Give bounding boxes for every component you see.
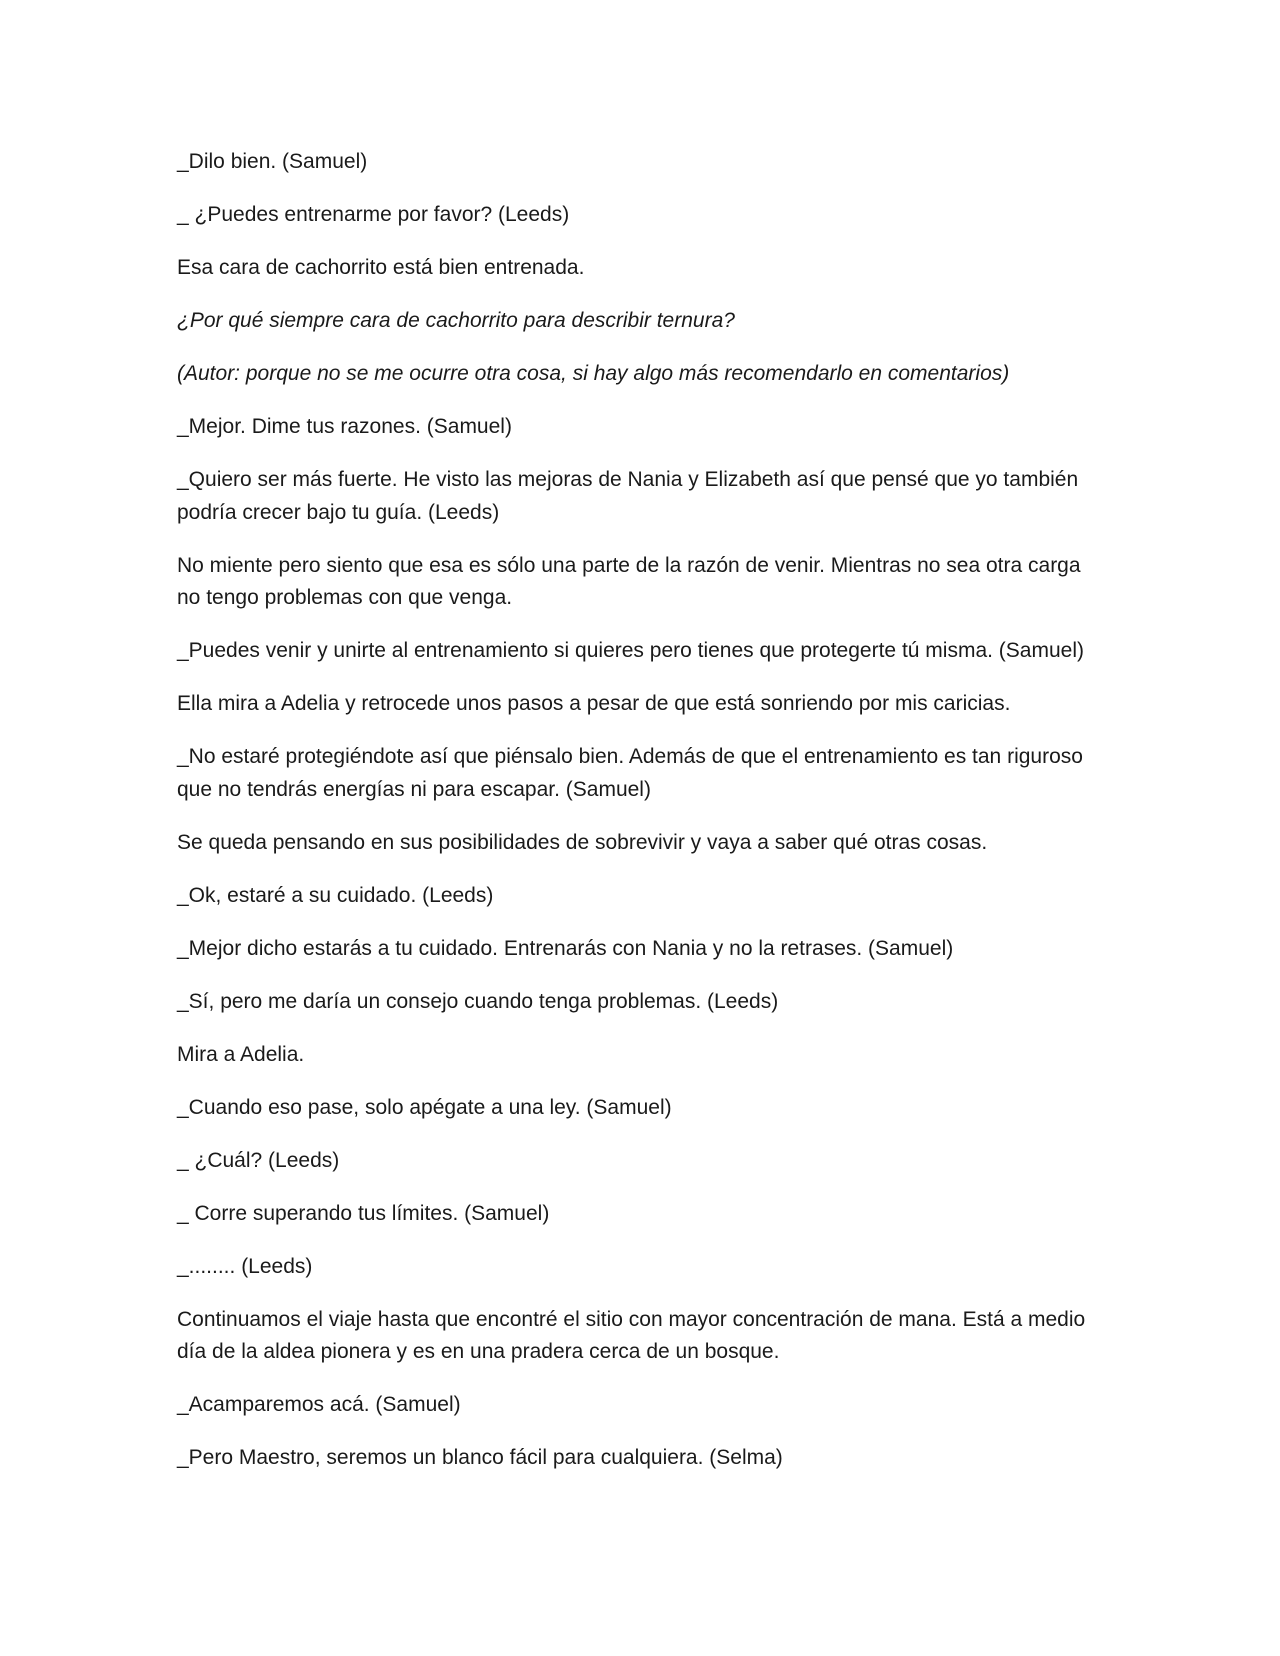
paragraph-23: _Pero Maestro, seremos un blanco fácil para cualquiera. (Selma) [177,1446,783,1469]
paragraph-14: _Mejor dicho estarás a tu cuidado. Entrenarás con Nania y no la retrases. (Samuel) [177,936,954,960]
paragraph-21: Continuamos el viaje hasta que encontré el sitio con mayor concentración de mana. Está a medio día de la aldea pionera y es en una pradera cerca de un bosque. [177,1307,1086,1363]
paragraph-16: Mira a Adelia. [177,1042,305,1066]
author-note: (Autor: porque no se me ocurre otra cosa, si hay algo más recomendarlo en comentarios) [177,362,1010,385]
paragraph-19: _ Corre superando tus límites. (Samuel) [177,1201,550,1225]
paragraph-18: _ ¿Cuál? (Leeds) [177,1148,340,1172]
paragraph-20: _........ (Leeds) [177,1254,313,1278]
paragraph-12: Se queda pensando en sus posibilidades de sobrevivir y vaya a saber qué otras cosas. [177,830,988,854]
paragraph-6: _Mejor. Dime tus razones. (Samuel) [177,415,512,438]
paragraph-11: _No estaré protegiéndote así que piénsalo bien. Además de que el entrenamiento es tan riguroso que no tendrás energías ni para escapar. (Samuel) [177,745,1083,801]
paragraph-7: _Quiero ser más fuerte. He visto las mejoras de Nania y Elizabeth así que pensé que yo también podría crecer bajo tu guía. (Leeds) [177,468,1079,524]
paragraph-13: _Ok, estaré a su cuidado. (Leeds) [177,883,494,907]
paragraph-1: _Dilo bien. (Samuel) [177,150,368,173]
paragraph-15: _Sí, pero me daría un consejo cuando tenga problemas. (Leeds) [177,989,779,1013]
paragraph-8: No miente pero siento que esa es sólo una parte de la razón de venir. Mientras no sea otra carga no tengo problemas con que venga. [177,553,1081,609]
paragraph-22: _Acamparemos acá. (Samuel) [177,1393,461,1416]
paragraph-10: Ella mira a Adelia y retrocede unos pasos a pesar de que está sonriendo por mis caricias. [177,692,1011,715]
paragraph-2: _ ¿Puedes entrenarme por favor? (Leeds) [177,203,570,226]
paragraph-17: _Cuando eso pase, solo apégate a una ley. (Samuel) [177,1095,672,1119]
paragraph-3: Esa cara de cachorrito está bien entrenada. [177,256,585,279]
paragraph-4: ¿Por qué siempre cara de cachorrito para describir ternura? [177,309,735,332]
document-body [177,146,1102,1495]
paragraph-9: _Puedes venir y unirte al entrenamiento si quieres pero tienes que protegerte tú misma. (Samuel) [177,639,1084,662]
